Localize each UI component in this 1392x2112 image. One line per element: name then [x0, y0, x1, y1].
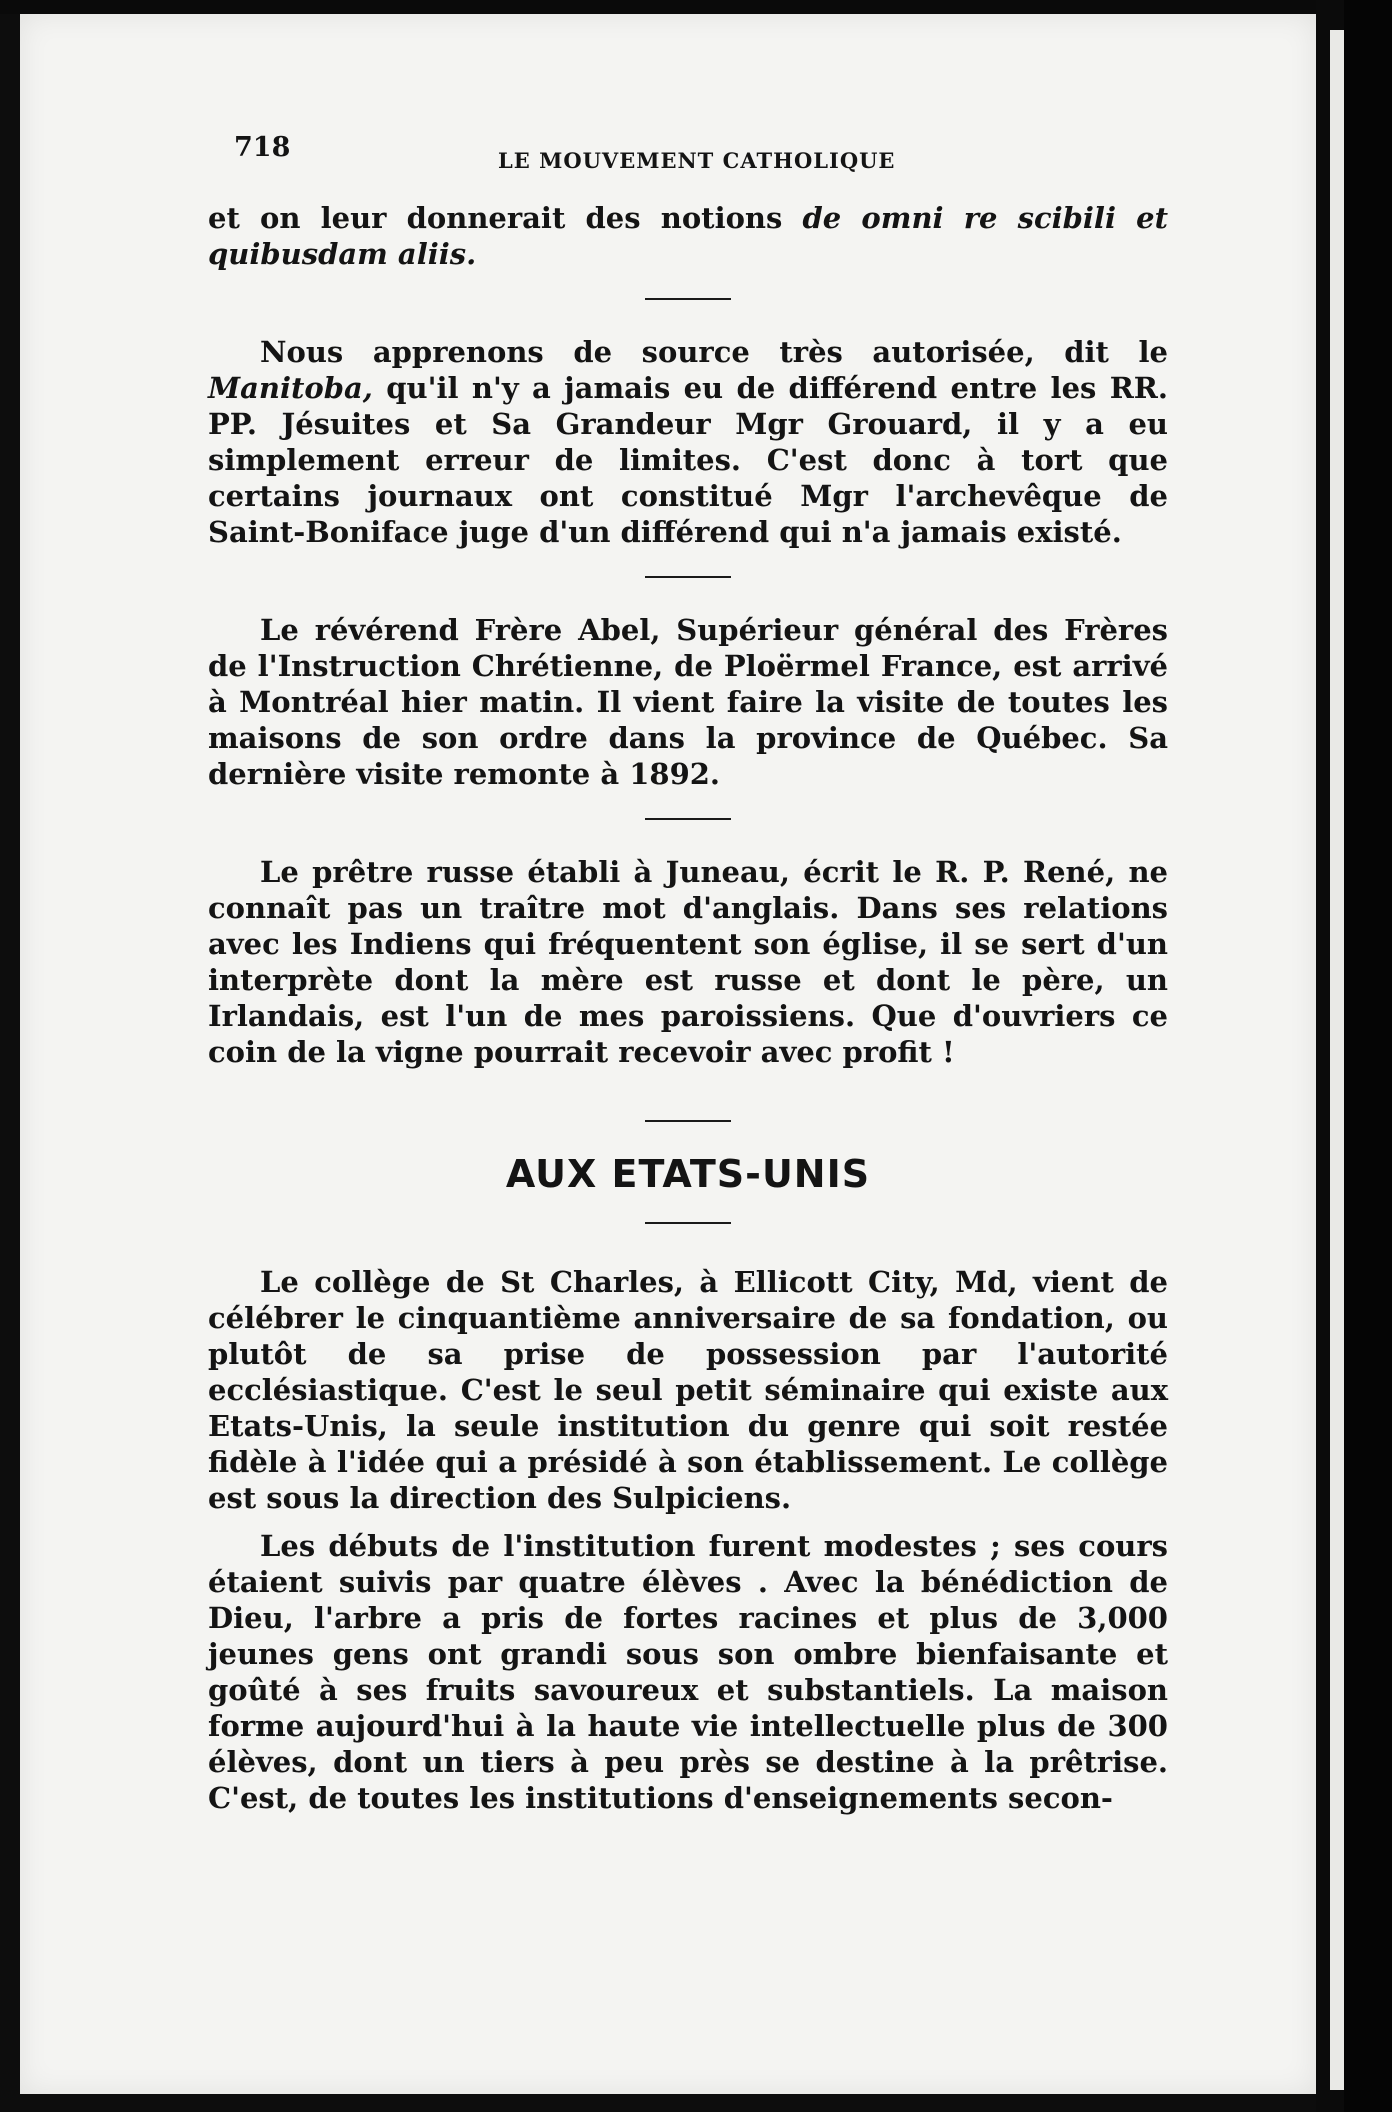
scan-top-border [0, 0, 1392, 14]
running-head [208, 118, 1168, 178]
separator-rule [645, 1222, 731, 1224]
paragraph-continued [208, 200, 1168, 272]
scan-right-border [1344, 0, 1392, 2112]
paragraph-text: et on leur donnerait des notions [208, 201, 803, 235]
paragraph-debuts-institution: Les débuts de l'institution furent modestes ; ses cours étaient suivis par quatre élèves . Avec la bénédiction de Dieu, l'arbre a pris de fortes racines et plus de 3,000 jeunes gens ont grandi sous son ombre bienfaisante et goûté à ses fruits savoureux et substantiels. La maison forme aujourd'hui à la haute vie intellectuelle plus de 300 élèves, dont un tiers à peu près se destine à la prêtrise. C'est, de toutes les institutions d'enseignements secon- [208, 1529, 1168, 1815]
paragraph-manitoba [208, 334, 1168, 550]
paragraph-pretre-russe: Le prêtre russe établi à Juneau, écrit le R. P. René, ne connaît pas un traître mot d'anglais. Dans ses relations avec les Indiens qui fréquentent son église, il se sert d'un interprète dont la mère est russe et dont le père, un Irlandais, est l'un de mes paroissiens. Que d'ouvriers ce coin de la vigne pourrait recevoir avec profit ! [208, 855, 1168, 1069]
paragraph-college-st-charles: Le collège de St Charles, à Ellicott City, Md, vient de célébrer le cinquantième anniversaire de sa fondation, ou plutôt de sa prise de possession par l'autorité ecclésiastique. C'est le seul petit séminaire qui existe aux Etats-Unis, la seule institution du genre qui soit restée fidèle à l'idée qui a présidé à son établissement. Le collège est sous la direction des Sulpiciens. [208, 1265, 1168, 1515]
page-content [208, 118, 1168, 1816]
paragraph-text: Nous apprenons de source très autorisée, dit le [260, 335, 1168, 369]
paragraph-frere-abel: Le révérend Frère Abel, Supérieur général des Frères de l'Instruction Chrétienne, de Ploërmel France, est arrivé à Montréal hier matin. Il vient faire la visite de toutes les maisons de son ordre dans la province de Québec. Sa dernière visite remonte à 1892. [208, 613, 1168, 791]
newspaper-name: Manitoba, [208, 371, 373, 405]
separator-rule [645, 576, 731, 578]
section-heading: AUX ETATS-UNIS [505, 1152, 871, 1196]
separator-rule [645, 1120, 731, 1122]
paragraph-text: qu'il n'y a jamais eu de différend entre les RR. PP. Jésuites et Sa Grandeur Mgr Grouard, il y a eu simplement erreur de limites. C'est donc à tort que certains journaux ont constitué Mgr l'archevêque de Saint-Boniface juge d'un différend qui n'a jamais existé. [208, 371, 1168, 549]
latin-phrase: de omni re scibili et quibusdam aliis. [208, 201, 1168, 271]
next-page-edge [1330, 30, 1344, 2090]
separator-rule [645, 818, 731, 820]
running-title: LE MOUVEMENT CATHOLIQUE [498, 148, 896, 173]
page-number: 718 [234, 132, 291, 163]
separator-rule [645, 298, 731, 300]
